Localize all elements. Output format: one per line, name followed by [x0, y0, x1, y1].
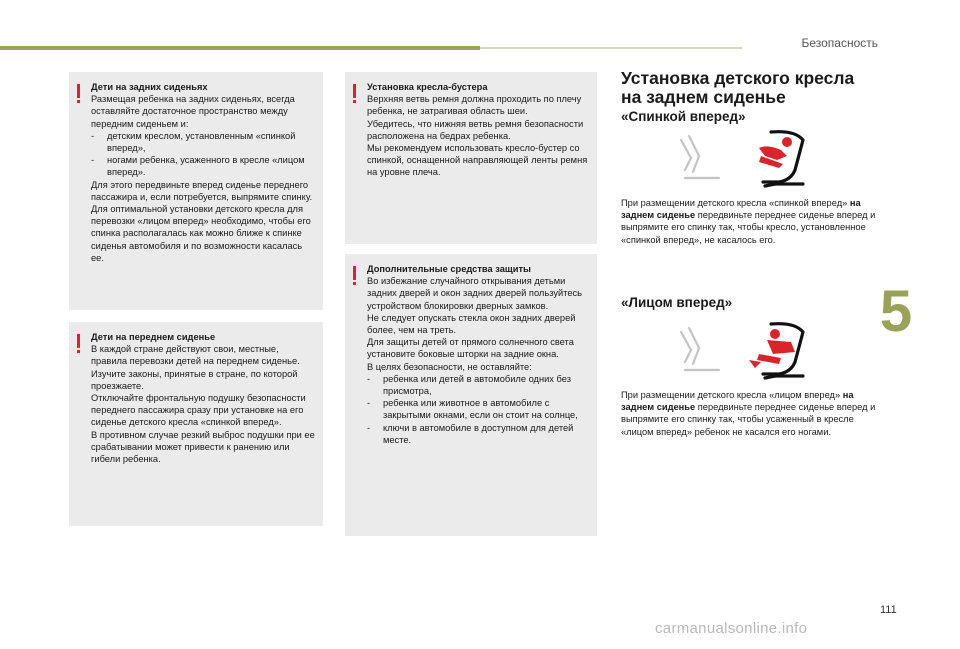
list-item: - ребенка или животное в автомобиле с закрытыми окнами, если он стоит на солнце,	[367, 397, 589, 421]
rear-facing-seat-illustration	[663, 126, 823, 192]
subheading-forward-facing: «Лицом вперед»	[621, 295, 733, 310]
list-item: - ребенка или детей в автомобиле одних без присмотра,	[367, 373, 589, 397]
header-accent-bar	[0, 46, 480, 50]
list-item: - ногами ребенка, усаженного в кресле «лицом вперед».	[91, 154, 315, 178]
box-text: В противном случае резкий выброс подушки при ее срабатывании может привести к ранению или гибели ребенка.	[91, 429, 315, 465]
paragraph-text: передвиньте переднее сиденье вперед и выпрямите его спинку так, чтобы кресло, установленное «спинкой вперед», не касалось его.	[621, 210, 876, 245]
box-text: Мы рекомендуем использовать кресло-бустер со спинкой, оснащенной направляющей ленты ремня на уровне плеча.	[367, 143, 588, 178]
box-text: Для этого передвиньте вперед сиденье переднего пассажира и, если потребуется, выпрямите спинку.	[91, 179, 313, 202]
warning-icon	[353, 84, 356, 98]
box-list	[367, 373, 589, 446]
paragraph-bold-text: на заднем сиденье	[621, 198, 861, 221]
box-text: Верхняя ветвь ремня должна проходить по плечу ребенка, не затрагивая область шеи.	[367, 94, 582, 117]
page-title: Установка детского кресла на заднем сиденье	[621, 68, 855, 107]
warning-icon	[353, 266, 356, 280]
box-text: Для защиты детей от прямого солнечного света установите боковые шторки на задние окна.	[367, 337, 574, 360]
warning-box-rear-seats	[69, 72, 323, 310]
box-text: Размещая ребенка на задних сиденьях, всегда оставляйте достаточное пространство между передним сиденьем и:	[91, 94, 295, 129]
chapter-number: 5	[879, 279, 913, 344]
box-title: Дополнительные средства защиты	[367, 264, 531, 274]
box-text: В целях безопасности, не оставляйте:	[367, 361, 532, 372]
warning-box-extra-protection	[345, 254, 597, 536]
watermark: carmanualsonline.info	[655, 620, 808, 637]
box-text: Для оптимальной установки детского кресла для перевозки «лицом вперед» необходимо, чтобы его спинка располагалась как можно ближе к спинке сиденья автомобиля и по возможности касалась ее.	[91, 204, 311, 263]
warning-box-front-seat	[69, 322, 323, 526]
paragraph-text: передвиньте переднее сиденье вперед и выпрямите его спинку так, чтобы усаженный в кресле «лицом вперед» ребенок не касался его ногами.	[621, 402, 876, 437]
section-title: Безопасность	[801, 36, 878, 50]
box-list	[91, 130, 315, 179]
paragraph-forward-facing	[621, 389, 879, 438]
box-text: В каждой стране действуют свои, местные, правила перевозки детей на переднем сиденье. Изучите законы, принятые в стране, по которой проезжаете.	[91, 344, 300, 391]
forward-facing-seat-illustration	[663, 318, 823, 384]
paragraph-text: При размещении детского кресла «лицом вперед»	[621, 390, 841, 400]
paragraph-bold-text: на заднем сиденье	[621, 390, 854, 413]
list-item: - детским креслом, установленным «спинкой вперед»,	[91, 130, 315, 154]
box-title: Установка кресла-бустера	[367, 82, 488, 92]
warning-box-booster	[345, 72, 597, 244]
warning-icon	[77, 334, 80, 348]
list-item: - ключи в автомобиле в доступном для детей месте.	[367, 422, 589, 446]
box-text: Убедитесь, что нижняя ветвь ремня безопасности расположена на бедрах ребенка.	[367, 118, 584, 141]
warning-icon	[77, 84, 80, 98]
box-title: Дети на переднем сиденье	[91, 332, 216, 342]
paragraph-text: При размещении детского кресла «спинкой вперед»	[621, 198, 848, 208]
box-title: Дети на задних сиденьях	[91, 82, 208, 92]
box-text: Отключайте фронтальную подушку безопасности переднего пассажира сразу при установке на его сиденье детского кресла «спинкой вперед».	[91, 393, 306, 428]
box-text: Во избежание случайного открывания детьми задних дверей и окон задних дверей пользуйтесь устройством блокировки дверных замков.	[367, 276, 583, 311]
page-number: 111	[880, 604, 897, 616]
paragraph-rear-facing	[621, 197, 879, 246]
subheading-rear-facing: «Спинкой вперед»	[621, 109, 746, 124]
header-accent-line	[480, 47, 742, 49]
box-text: Не следует опускать стекла окон задних дверей более, чем на треть.	[367, 312, 576, 336]
